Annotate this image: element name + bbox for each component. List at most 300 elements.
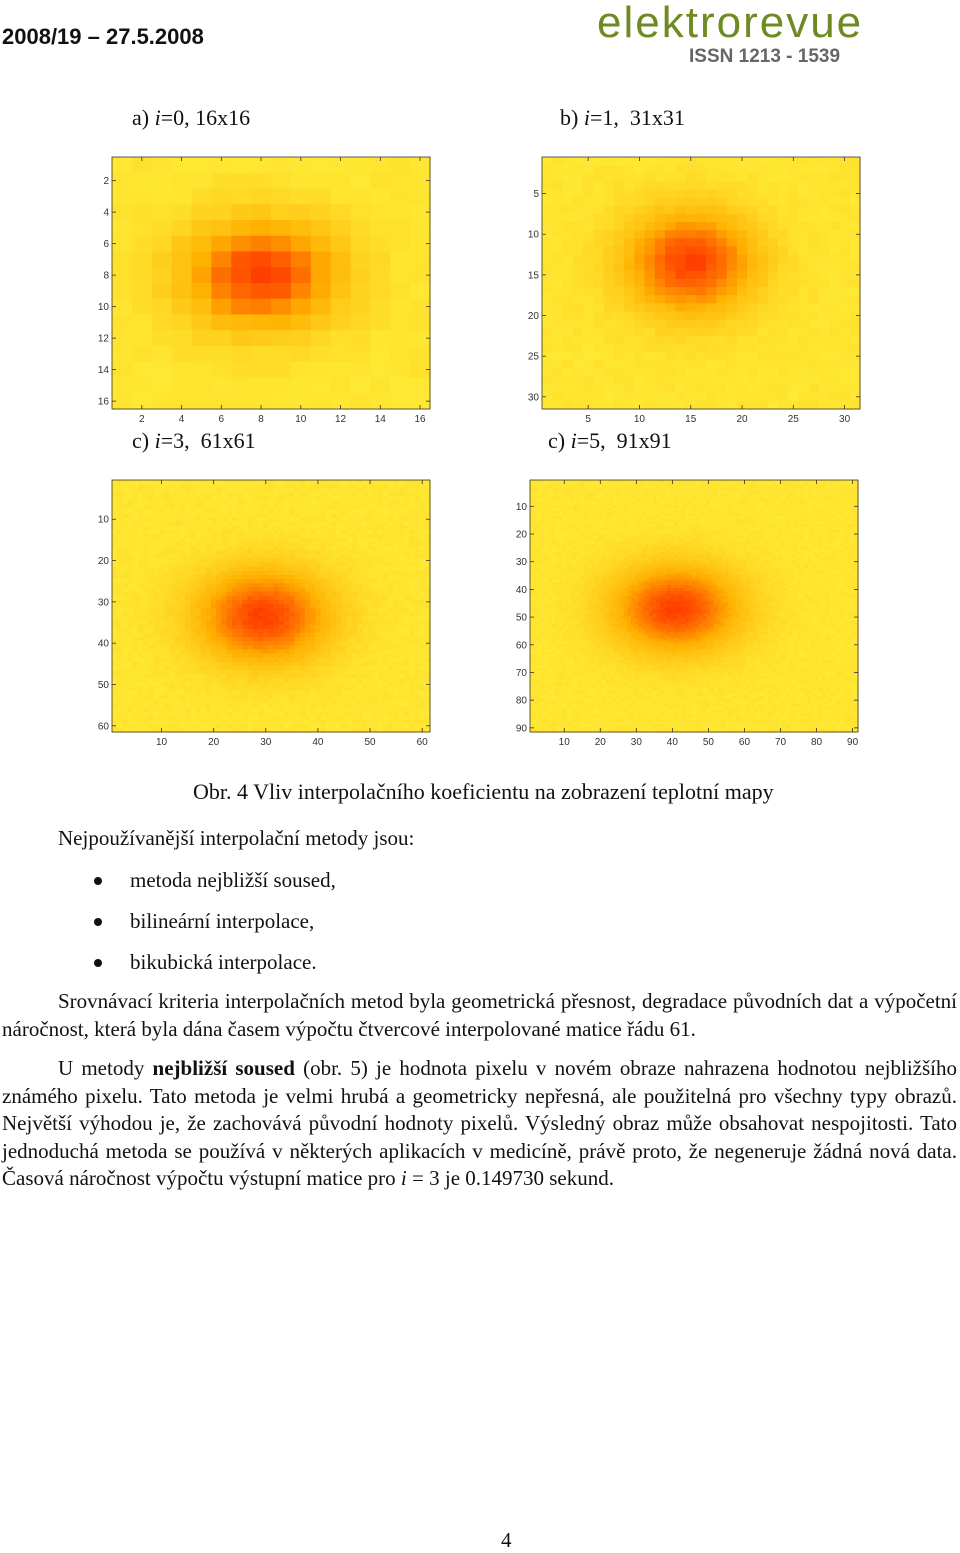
heatmap-cell — [563, 198, 574, 207]
heatmap-cell — [716, 246, 727, 255]
heatmap-cell — [201, 711, 207, 716]
heatmap-cell — [331, 189, 351, 205]
heatmap-cell — [305, 571, 311, 576]
heatmap-cell — [768, 190, 779, 199]
heatmap-cell — [237, 724, 243, 729]
heatmap-cell — [164, 687, 170, 692]
heatmap-cell — [573, 360, 584, 369]
heatmap-cell — [737, 360, 748, 369]
heatmap-cell — [152, 283, 172, 299]
heatmap-cell — [331, 484, 337, 489]
heatmap-cell — [778, 214, 789, 223]
heatmap-cell — [201, 542, 207, 547]
heatmap-cell — [248, 658, 254, 663]
heatmap-cell — [420, 682, 426, 687]
heatmap-cell — [284, 513, 290, 518]
heatmap-cell — [192, 252, 212, 268]
heatmap-cell — [305, 637, 311, 642]
heatmap-cell — [315, 558, 321, 563]
heatmap-cell — [390, 393, 410, 409]
heatmap-cell — [154, 596, 160, 601]
heatmap-cell — [373, 637, 379, 642]
heatmap-cell — [175, 497, 181, 502]
heatmap-cell — [305, 662, 311, 667]
heatmap-cell — [305, 600, 311, 605]
heatmap-cell — [180, 534, 186, 539]
heatmap-cell — [237, 521, 243, 526]
heatmap-cell — [321, 662, 327, 667]
heatmap-cell — [563, 344, 574, 353]
heatmap-cell — [788, 360, 799, 369]
heatmap-cell — [321, 641, 327, 646]
heatmap-cell — [394, 600, 400, 605]
heatmap-cell — [284, 645, 290, 650]
heatmap-cell — [148, 596, 154, 601]
heatmap-cell — [180, 703, 186, 708]
heatmap-cell — [604, 376, 615, 385]
heatmap-cell — [133, 674, 139, 679]
heatmap-cell — [201, 707, 207, 712]
heatmap-cell — [138, 492, 144, 497]
heatmap-cell — [414, 703, 420, 708]
heatmap-cell — [117, 554, 123, 559]
heatmap-cell — [336, 509, 342, 514]
heatmap-cell — [112, 674, 118, 679]
heatmap-cell — [352, 645, 358, 650]
heatmap-cell — [112, 616, 118, 621]
heatmap-cell — [263, 620, 269, 625]
heatmap-cell — [248, 505, 254, 510]
heatmap-cell — [378, 558, 384, 563]
heatmap-cell — [148, 674, 154, 679]
heatmap-cell — [373, 546, 379, 551]
heatmap-cell — [279, 554, 285, 559]
heatmap-cell — [242, 703, 248, 708]
heatmap-cell — [347, 658, 353, 663]
heatmap-cell — [373, 558, 379, 563]
heatmap-cell — [819, 311, 830, 320]
heatmap-cell — [624, 401, 635, 410]
heatmap-cell — [237, 629, 243, 634]
heatmap-cell — [279, 484, 285, 489]
heatmap-cell — [420, 658, 426, 663]
heatmap-cell — [237, 612, 243, 617]
heatmap-cell — [315, 583, 321, 588]
heatmap-cell — [211, 662, 217, 667]
heatmap-cell — [211, 521, 217, 526]
heatmap-cell — [117, 596, 123, 601]
heatmap-cell — [232, 703, 238, 708]
heatmap-cell — [665, 173, 676, 182]
heatmap-cell — [148, 662, 154, 667]
heatmap-cell — [159, 525, 165, 530]
heatmap-cell — [148, 645, 154, 650]
heatmap-cell — [291, 283, 311, 299]
heatmap-cell — [206, 682, 212, 687]
heatmap-cell — [195, 525, 201, 530]
heatmap-cell — [305, 699, 311, 704]
heatmap-cell — [686, 376, 697, 385]
heatmap-cell — [112, 604, 118, 609]
heatmap-cell — [716, 393, 727, 402]
heatmap-cell — [409, 658, 415, 663]
heatmap-cell — [788, 238, 799, 247]
heatmap-cell — [552, 246, 563, 255]
heatmap-cell — [271, 346, 291, 362]
heatmap-cell — [686, 279, 697, 288]
heatmap-cell — [271, 315, 291, 331]
heatmap-cell — [839, 165, 850, 174]
heatmap-cell — [180, 678, 186, 683]
heatmap-cell — [180, 666, 186, 671]
heatmap-cell — [305, 550, 311, 555]
heatmap-cell — [164, 517, 170, 522]
heatmap-cell — [351, 362, 371, 378]
heatmap-cell — [347, 678, 353, 683]
heatmap-cell — [420, 538, 426, 543]
heatmap-cell — [164, 649, 170, 654]
heatmap-cell — [409, 501, 415, 506]
heatmap-cell — [347, 649, 353, 654]
heatmap-cell — [237, 554, 243, 559]
heatmap-cell — [211, 501, 217, 506]
heatmap-cell — [357, 558, 363, 563]
heatmap-cell — [315, 620, 321, 625]
heatmap-cell — [593, 328, 604, 337]
heatmap-cell — [352, 629, 358, 634]
heatmap-cell — [315, 724, 321, 729]
heatmap-cell — [232, 629, 238, 634]
heatmap-cell — [112, 691, 118, 696]
heatmap-cell — [686, 295, 697, 304]
heatmap-cell — [279, 616, 285, 621]
heatmap-cell — [336, 637, 342, 642]
heatmap-cell — [154, 703, 160, 708]
heatmap-cell — [336, 678, 342, 683]
heatmap-cell — [378, 711, 384, 716]
heatmap-cell — [593, 214, 604, 223]
heatmap-cell — [357, 703, 363, 708]
heatmap-cell — [716, 368, 727, 377]
heatmap-cell — [164, 488, 170, 493]
heatmap-cell — [237, 592, 243, 597]
heatmap-cell — [370, 189, 390, 205]
heatmap-cell — [291, 378, 311, 394]
heatmap-cell — [716, 173, 727, 182]
heatmap-cell — [253, 608, 259, 613]
heatmap-cell — [195, 484, 201, 489]
heatmap-cell — [414, 649, 420, 654]
heatmap-cell — [112, 567, 118, 572]
heatmap-cell — [232, 666, 238, 671]
heatmap-cell — [373, 575, 379, 580]
heatmap-cell — [291, 220, 311, 236]
heatmap-cell — [326, 534, 332, 539]
heatmap-cell — [258, 592, 264, 597]
heatmap-cell — [414, 592, 420, 597]
heatmap-cell — [152, 173, 172, 189]
heatmap-cell — [367, 629, 373, 634]
heatmap-cell — [242, 720, 248, 725]
heatmap-cell — [788, 214, 799, 223]
heatmap-cell — [362, 513, 368, 518]
heatmap-cell — [737, 385, 748, 394]
heatmap-cell — [279, 596, 285, 601]
heatmap-cell — [614, 401, 625, 410]
heatmap-cell — [248, 558, 254, 563]
heatmap-cell — [388, 525, 394, 530]
heatmap-cell — [409, 724, 415, 729]
heatmap-cell — [388, 587, 394, 592]
heatmap-cell — [675, 352, 686, 361]
heatmap-cell — [388, 649, 394, 654]
heatmap-cell — [206, 550, 212, 555]
heatmap-cell — [159, 554, 165, 559]
heatmap-cell — [420, 505, 426, 510]
heatmap-cell — [294, 715, 300, 720]
heatmap-cell — [331, 330, 351, 346]
heatmap-cell — [326, 554, 332, 559]
heatmap-cell — [117, 629, 123, 634]
heatmap-cell — [310, 720, 316, 725]
heatmap-cell — [331, 575, 337, 580]
heatmap-cell — [315, 534, 321, 539]
heatmap-cell — [185, 513, 191, 518]
heatmap-cell — [211, 678, 217, 683]
heatmap-cell — [253, 600, 259, 605]
heatmap-cell — [284, 703, 290, 708]
heatmap-cell — [675, 393, 686, 402]
heatmap-cell — [148, 616, 154, 621]
heatmap-cell — [232, 633, 238, 638]
heatmap-cell — [373, 695, 379, 700]
heatmap-cell — [563, 336, 574, 345]
heatmap-cell — [388, 711, 394, 716]
heatmap-cell — [357, 501, 363, 506]
heatmap-cell — [148, 695, 154, 700]
heatmap-cell — [258, 612, 264, 617]
heatmap-cell — [216, 625, 222, 630]
heatmap-cell — [289, 579, 295, 584]
heatmap-cell — [237, 678, 243, 683]
heatmap-cell — [284, 707, 290, 712]
heatmap-cell — [373, 509, 379, 514]
heatmap-cell — [211, 707, 217, 712]
heatmap-cell — [192, 393, 212, 409]
heatmap-cell — [326, 666, 332, 671]
heatmap-cell — [216, 505, 222, 510]
heatmap-cell — [138, 521, 144, 526]
heatmap-cell — [768, 157, 779, 166]
heatmap-cell — [331, 703, 337, 708]
heatmap-cell — [367, 554, 373, 559]
heatmap-cell — [148, 720, 154, 725]
heatmap-cell — [122, 645, 128, 650]
heatmap-cell — [192, 315, 212, 331]
heatmap-cell — [373, 687, 379, 692]
heatmap-cell — [128, 658, 134, 663]
heatmap-cell — [409, 687, 415, 692]
heatmap-cell — [175, 583, 181, 588]
heatmap-cell — [169, 707, 175, 712]
heatmap-cell — [357, 695, 363, 700]
heatmap-cell — [138, 488, 144, 493]
heatmap-cell — [409, 666, 415, 671]
heatmap-cell — [175, 695, 181, 700]
heatmap-cell — [341, 649, 347, 654]
heatmap-cell — [696, 336, 707, 345]
heatmap-cell — [279, 682, 285, 687]
heatmap-cell — [614, 279, 625, 288]
heatmap-cell — [394, 542, 400, 547]
heatmap-cell — [268, 480, 274, 485]
heatmap-cell — [409, 678, 415, 683]
heatmap-cell — [634, 222, 645, 231]
heatmap-cell — [809, 165, 820, 174]
heatmap-cell — [414, 625, 420, 630]
heatmap-cell — [192, 283, 212, 299]
heatmap-cell — [180, 691, 186, 696]
heatmap-cell — [414, 521, 420, 526]
heatmap-cell — [798, 368, 809, 377]
heatmap-cell — [420, 592, 426, 597]
heatmap-cell — [169, 558, 175, 563]
heatmap-cell — [404, 691, 410, 696]
heatmap-cell — [310, 641, 316, 646]
heatmap-cell — [216, 521, 222, 526]
heatmap-cell — [143, 715, 149, 720]
heatmap-cell — [573, 222, 584, 231]
heatmap-cell — [268, 645, 274, 650]
heatmap-cell — [326, 587, 332, 592]
heatmap-cell — [604, 263, 615, 272]
heatmap-cell — [211, 703, 217, 708]
heatmap-cell — [133, 583, 139, 588]
heatmap-cell — [279, 600, 285, 605]
heatmap-cell — [143, 654, 149, 659]
heatmap-cell — [211, 513, 217, 518]
heatmap-cell — [206, 654, 212, 659]
heatmap-cell — [390, 315, 410, 331]
heatmap-cell — [221, 691, 227, 696]
heatmap-cell — [798, 255, 809, 264]
heatmap-cell — [706, 206, 717, 215]
heatmap-cell — [665, 393, 676, 402]
heatmap-cell — [819, 328, 830, 337]
heatmap-cell — [737, 263, 748, 272]
heatmap-cell — [727, 303, 738, 312]
heatmap-cell — [201, 662, 207, 667]
heatmap-cell — [347, 715, 353, 720]
heatmap-cell — [331, 592, 337, 597]
heatmap-cell — [253, 484, 259, 489]
heatmap-cell — [310, 662, 316, 667]
heatmap-cell — [112, 220, 132, 236]
heatmap-cell — [128, 662, 134, 667]
heatmap-cell — [404, 616, 410, 621]
heatmap-cell — [788, 173, 799, 182]
heatmap-cell — [410, 283, 430, 299]
heatmap-cell — [206, 629, 212, 634]
heatmap-cell — [172, 346, 192, 362]
heatmap-cell — [310, 633, 316, 638]
heatmap-cell — [383, 575, 389, 580]
heatmap-cell — [819, 255, 830, 264]
heatmap-cell — [357, 678, 363, 683]
heatmap-cell — [352, 480, 358, 485]
heatmap-cell — [552, 238, 563, 247]
heatmap-cell — [253, 505, 259, 510]
heatmap-cell — [829, 360, 840, 369]
heatmap-cell — [172, 204, 192, 220]
heatmap-cell — [378, 550, 384, 555]
heatmap-cell — [164, 654, 170, 659]
heatmap-cell — [686, 271, 697, 280]
heatmap-cell — [573, 352, 584, 361]
heatmap-cell — [232, 645, 238, 650]
heatmap-cell — [242, 637, 248, 642]
heatmap-cell — [326, 616, 332, 621]
heatmap-cell — [274, 674, 280, 679]
heatmap-cell — [279, 513, 285, 518]
heatmap-cell — [195, 658, 201, 663]
heatmap-cell — [378, 542, 384, 547]
heatmap-cell — [305, 703, 311, 708]
heatmap-cell — [195, 711, 201, 716]
heatmap-cell — [409, 625, 415, 630]
heatmap-cell — [305, 497, 311, 502]
heatmap-cell — [414, 583, 420, 588]
heatmap-cell — [583, 214, 594, 223]
heatmap-cell — [373, 600, 379, 605]
heatmap-cell — [242, 620, 248, 625]
heatmap-cell — [112, 596, 118, 601]
heatmap-cell — [362, 633, 368, 638]
heatmap-cell — [341, 484, 347, 489]
heatmap-cell — [727, 376, 738, 385]
heatmap-cell — [829, 181, 840, 190]
heatmap-cell — [645, 198, 656, 207]
heatmap-cell — [362, 670, 368, 675]
heatmap-cell — [221, 558, 227, 563]
heatmap-cell — [404, 517, 410, 522]
heatmap-cell — [394, 538, 400, 543]
heatmap-cell — [336, 612, 342, 617]
heatmap-cell — [336, 571, 342, 576]
heatmap-cell — [336, 711, 342, 716]
heatmap-c — [90, 475, 440, 750]
heatmap-cell — [388, 480, 394, 485]
heatmap-cell — [399, 530, 405, 535]
heatmap-cell — [175, 484, 181, 489]
heatmap-cell — [410, 220, 430, 236]
heatmap-cell — [263, 600, 269, 605]
heatmap-cell — [614, 190, 625, 199]
heatmap-cell — [227, 542, 233, 547]
heatmap-cell — [357, 691, 363, 696]
heatmap-cell — [819, 165, 830, 174]
heatmap-cell — [164, 538, 170, 543]
heatmap-cell — [122, 567, 128, 572]
heatmap-cell — [274, 517, 280, 522]
heatmap-cell — [172, 189, 192, 205]
heatmap-cell — [798, 190, 809, 199]
heatmap-cell — [211, 558, 217, 563]
heatmap-cell — [274, 662, 280, 667]
heatmap-cell — [675, 230, 686, 239]
heatmap-cell — [383, 521, 389, 526]
heatmap-cell — [237, 480, 243, 485]
